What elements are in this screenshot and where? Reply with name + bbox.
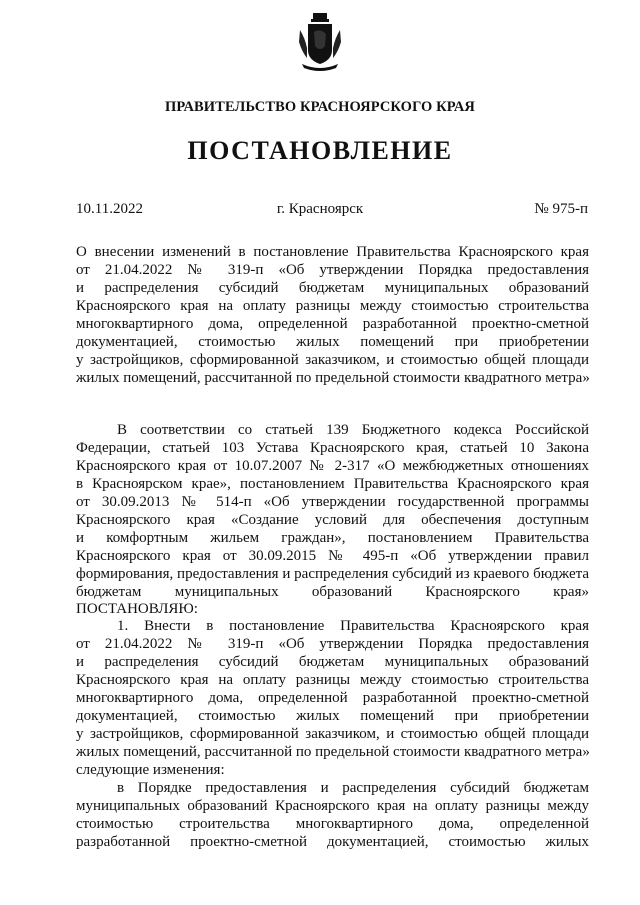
coat-of-arms-icon xyxy=(296,12,344,72)
subitem-line: в Порядке предоставления и распределения субсидий бюджетам xyxy=(117,780,589,796)
title-line: от 21.04.2022 № 319-п «Об утверждении Порядка предоставления xyxy=(76,262,589,278)
item-line: многоквартирного дома, определенной разработанной проектно-сметной xyxy=(76,690,589,706)
preamble-line: Красноярского края от 30.09.2015 № 495-п «Об утверждении правил xyxy=(76,548,589,564)
preamble-line: бюджетам муниципальных образований Красноярского края» xyxy=(76,584,589,600)
item-line: следующие изменения: xyxy=(76,762,225,778)
item-line: от 21.04.2022 № 319-п «Об утверждении Порядка предоставления xyxy=(76,636,589,652)
item-line: Красноярского края на оплату разницы между стоимостью строительства xyxy=(76,672,589,688)
document-number: № 975-п xyxy=(534,201,588,217)
subitem-line: стоимостью строительства многоквартирного дома, определенной xyxy=(76,816,589,832)
title-line: жилых помещений, рассчитанной по предельной стоимости квадратного метра» xyxy=(76,370,590,386)
item-line: документацией, стоимостью жилых помещений при приобретении xyxy=(76,708,589,724)
item-line: и распределения субсидий бюджетам муниципальных образований xyxy=(76,654,589,670)
item-line: у застройщиков, сформированной заказчиком, и стоимостью общей площади xyxy=(76,726,589,742)
preamble-line: от 30.09.2013 № 514-п «Об утверждении государственной программы xyxy=(76,494,589,510)
subitem-line: муниципальных образований Красноярского края на оплату разницы между xyxy=(76,798,589,814)
preamble-line: и комфортным жильем граждан», постановлением Правительства xyxy=(76,530,589,546)
preamble-line: формирования, предоставления и распределения субсидий из краевого бюджета xyxy=(76,566,589,582)
item-line: 1. Внести в постановление Правительства Красноярского края xyxy=(117,618,589,634)
title-line: у застройщиков, сформированной заказчиком, и стоимостью общей площади xyxy=(76,352,589,368)
preamble-line: Красноярского края «Создание условий для обеспечения доступным xyxy=(76,512,589,528)
title-line: документацией, стоимостью жилых помещений при приобретении xyxy=(76,334,589,350)
subitem-line: разработанной проектно-сметной документацией, стоимостью жилых xyxy=(76,834,589,850)
document-type: ПОСТАНОВЛЕНИЕ xyxy=(187,136,453,165)
preamble-line: Федерации, статьей 103 Устава Красноярского края, статьей 10 Закона xyxy=(76,440,589,456)
document-city: г. Красноярск xyxy=(276,201,364,217)
item-line: жилых помещений, рассчитанной по предельной стоимости квадратного метра» xyxy=(76,744,590,760)
title-line: и распределения субсидий бюджетам муниципальных образований xyxy=(76,280,589,296)
title-line: Красноярского края на оплату разницы между стоимостью строительства xyxy=(76,298,589,314)
resolve-word: ПОСТАНОВЛЯЮ: xyxy=(76,601,198,617)
title-line: О внесении изменений в постановление Правительства Красноярского края xyxy=(76,244,589,260)
title-line: многоквартирного дома, определенной разработанной проектно-сметной xyxy=(76,316,589,332)
document-date: 10.11.2022 xyxy=(76,201,143,217)
government-title: ПРАВИТЕЛЬСТВО КРАСНОЯРСКОГО КРАЯ xyxy=(164,99,475,115)
preamble-line: Красноярского края от 10.07.2007 № 2-317 «О межбюджетных отношениях xyxy=(76,458,589,474)
preamble-line: в Красноярском крае», постановлением Правительства Красноярского края xyxy=(76,476,589,492)
preamble-line: В соответствии со статьей 139 Бюджетного кодекса Российской xyxy=(117,422,589,438)
